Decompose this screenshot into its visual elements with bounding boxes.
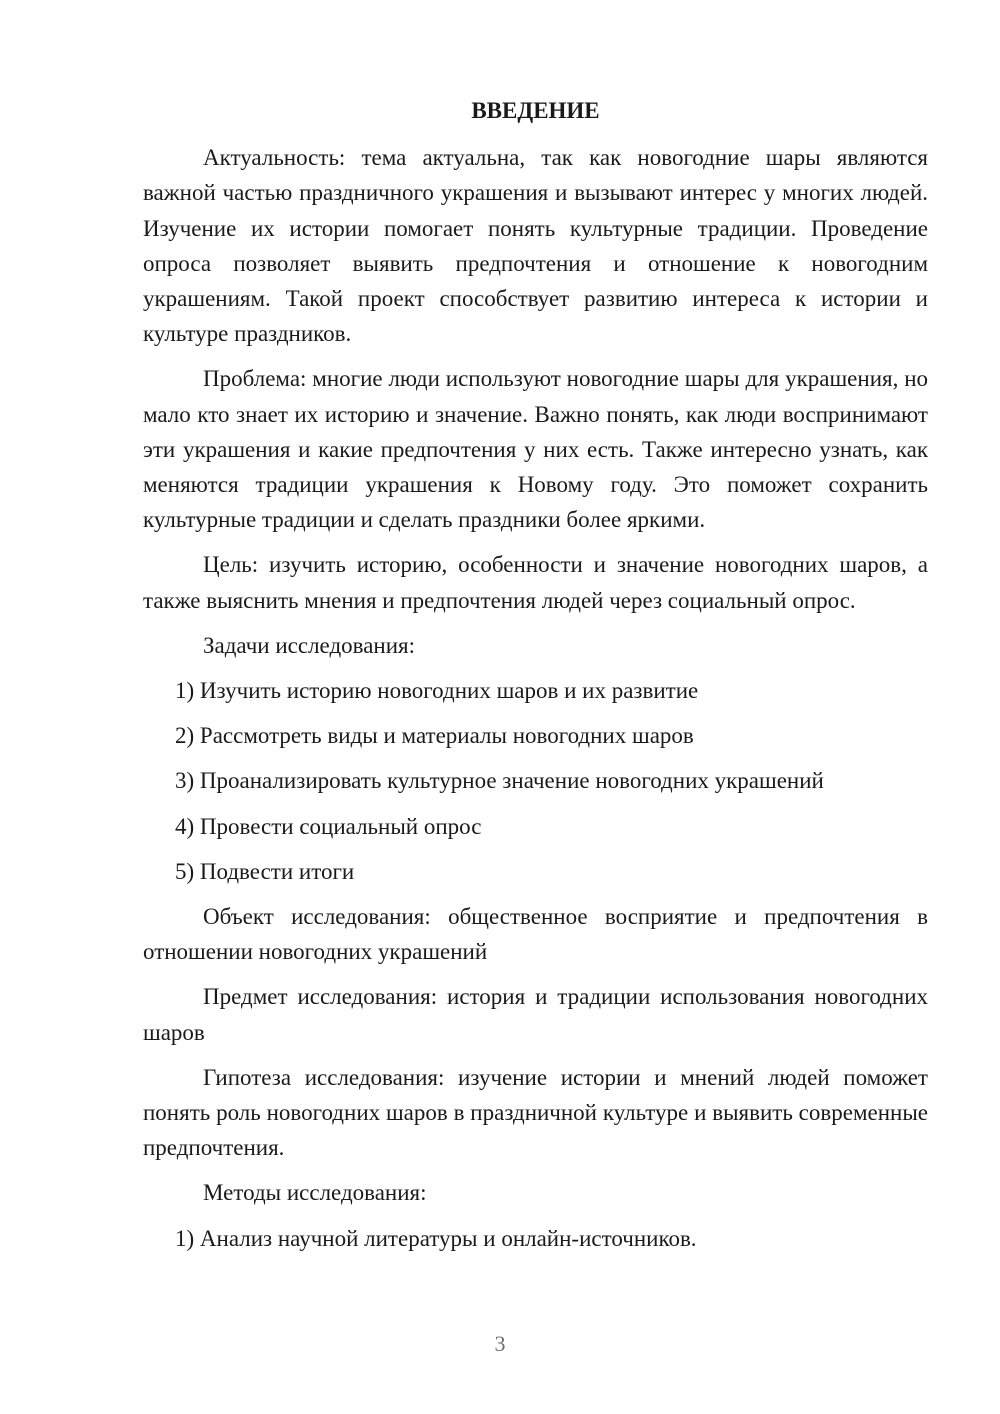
problem-paragraph: Проблема: многие люди используют новогодние шары для украшения, но мало кто знает их историю и значение. Важно понять, как люди воспринимают эти украшения и какие предпочтения у них есть. Также интересно узнать, как меняются традиции украшения к Новому году. Это поможет сохранить культурные традиции и сделать праздники более яркими. (143, 366, 928, 533)
list-item: 3) Проанализировать культурное значение новогодних украшений (175, 768, 824, 794)
list-item: 2) Рассмотреть виды и материалы новогодних шаров (175, 723, 694, 749)
list-item: 1) Изучить историю новогодних шаров и их развитие (175, 678, 699, 704)
object-paragraph: Объект исследования: общественное восприятие и предпочтения в отношении новогодних украшений (143, 904, 928, 965)
methods-list (143, 1221, 928, 1256)
relevance-paragraph: Актуальность: тема актуальна, так как новогодние шары являются важной частью праздничного украшения и вызывают интерес у многих людей. Изучение их истории помогает понять культурные традиции. Проведение опроса позволяет выявить предпочтения и отношение к новогодним украшениям. Такой проект способствует развитию интереса к истории и культуре праздников. (143, 145, 928, 347)
list-item: 1) Анализ научной литературы и онлайн-источников. (175, 1225, 697, 1251)
tasks-list (143, 673, 928, 889)
list-item: 4) Провести социальный опрос (175, 813, 482, 839)
methods-heading: Методы исследования: (203, 1180, 427, 1206)
list-item: 5) Подвести итоги (175, 858, 355, 884)
subject-paragraph: Предмет исследования: история и традиции использования новогодних шаров (143, 984, 928, 1045)
section-heading: ВВЕДЕНИЕ (471, 98, 600, 123)
hypothesis-paragraph: Гипотеза исследования: изучение истории и мнений людей поможет понять роль новогодних шаров в праздничной культуре и выявить современные предпочтения. (143, 1064, 928, 1161)
goal-paragraph: Цель: изучить историю, особенности и значение новогодних шаров, а также выяснить мнения и предпочтения людей через социальный опрос. (143, 552, 928, 613)
tasks-heading: Задачи исследования: (203, 632, 416, 658)
page-number: 3 (494, 1331, 506, 1356)
page-content (143, 93, 928, 1266)
